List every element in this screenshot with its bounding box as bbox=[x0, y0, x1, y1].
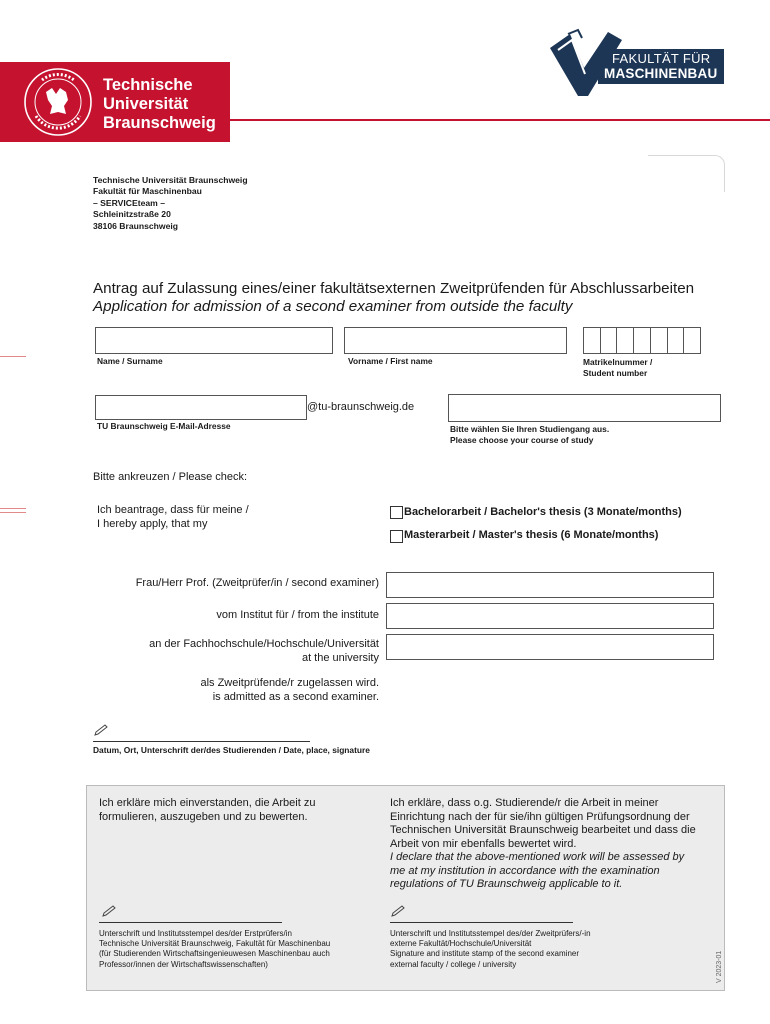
bachelor-option-label: Bachelorarbeit / Bachelor's thesis (3 Monate/months) bbox=[404, 506, 682, 518]
second-examiner-signature-label: Unterschrift und Institutsstempel des/der Zweitprüfers/-in externe Fakultät/Hochschule/Universität Signature and institute stamp of the second examiner external faculty / college / university bbox=[390, 929, 591, 969]
first-examiner-signature-line[interactable] bbox=[99, 922, 282, 923]
second-examiner-signature-line[interactable] bbox=[390, 922, 573, 923]
university-input[interactable] bbox=[386, 634, 714, 660]
surname-label: Name / Surname bbox=[97, 356, 163, 366]
student-signature-line[interactable] bbox=[93, 741, 310, 742]
bachelor-checkbox[interactable] bbox=[390, 506, 403, 519]
first-name-input[interactable] bbox=[344, 327, 567, 354]
window-corner-mark bbox=[648, 155, 725, 192]
student-signature-label: Datum, Ort, Unterschrift der/des Studierenden / Date, place, signature bbox=[93, 745, 370, 755]
course-select[interactable] bbox=[448, 394, 721, 422]
faculty-line-2: MASCHINENBAU bbox=[604, 66, 718, 81]
examiner-label: Frau/Herr Prof. (Zweitprüfer/in / second examiner) bbox=[135, 577, 379, 589]
fold-mark bbox=[0, 356, 26, 357]
student-number-label: Matrikelnummer / Student number bbox=[583, 357, 653, 378]
email-input[interactable] bbox=[95, 395, 307, 420]
master-option-label: Masterarbeit / Master's thesis (6 Monate/months) bbox=[404, 529, 659, 541]
check-prompt: Bitte ankreuzen / Please check: bbox=[93, 471, 248, 483]
email-label: TU Braunschweig E-Mail-Adresse bbox=[97, 421, 231, 431]
first-examiner-consent: Ich erkläre mich einverstanden, die Arbeit zu formulieren, auszugeben und zu bewerten. bbox=[99, 797, 316, 823]
tu-seal-icon bbox=[22, 66, 94, 138]
punch-mark bbox=[0, 512, 26, 513]
punch-mark bbox=[0, 508, 26, 509]
page-title: Antrag auf Zulassung eines/einer fakultätsexternen Zweitprüfenden für Abschlussarbeiten bbox=[93, 280, 695, 297]
master-checkbox[interactable] bbox=[390, 530, 403, 543]
pen-icon bbox=[93, 724, 109, 736]
pen-icon bbox=[390, 905, 406, 917]
version-label: V 2023-01 bbox=[716, 950, 723, 983]
institute-label: vom Institut für / from the institute bbox=[216, 609, 379, 621]
faculty-line-1: FAKULTÄT FÜR bbox=[612, 51, 711, 66]
first-name-label: Vorname / First name bbox=[348, 356, 433, 366]
admitted-text: als Zweitprüfende/r zugelassen wird. is admitted as a second examiner. bbox=[200, 677, 379, 703]
apply-text: Ich beantrage, dass für meine / I hereby apply, that my bbox=[97, 504, 249, 530]
examiner-name-input[interactable] bbox=[386, 572, 714, 598]
tu-name: Technische Universität Braunschweig bbox=[103, 76, 216, 132]
institute-input[interactable] bbox=[386, 603, 714, 629]
course-hint: Bitte wählen Sie Ihren Studiengang aus. Please choose your course of study bbox=[450, 424, 610, 445]
surname-input[interactable] bbox=[95, 327, 333, 354]
recipient-address: Technische Universität Braunschweig Fakultät für Maschinenbau – SERVICEteam – Schleinitzstraße 20 38106 Braunschweig bbox=[93, 175, 248, 231]
page-subtitle: Application for admission of a second examiner from outside the faculty bbox=[93, 298, 573, 315]
university-label: an der Fachhochschule/Hochschule/Universität at the university bbox=[149, 638, 379, 664]
email-domain: @tu-braunschweig.de bbox=[307, 401, 415, 413]
student-number-input[interactable] bbox=[583, 327, 701, 354]
pen-icon bbox=[101, 905, 117, 917]
first-examiner-signature-label: Unterschrift und Institutsstempel des/der Erstprüfers/in Technische Universität Braunschweig, Fakultät für Maschinenbau (für Studierenden Wirtschaftsingenieuwesen Maschinenbau auch Professor/innen der Wirtschaftswissenschaften) bbox=[99, 929, 331, 969]
header-rule bbox=[230, 119, 770, 121]
second-examiner-consent: Ich erkläre, dass o.g. Studierende/r die Arbeit in meiner Einrichtung nach der für sie/ihn gültigen Prüfungsordnung der Technischen Universität Braunschweig bearbeitet und dass die Arbeit von mir ebenfalls bewertet wird. I declare that the above-mentioned work will be assessed by me at my institution in accordance with the examination regulations of TU Braunschweig applicable to it. bbox=[390, 797, 696, 890]
